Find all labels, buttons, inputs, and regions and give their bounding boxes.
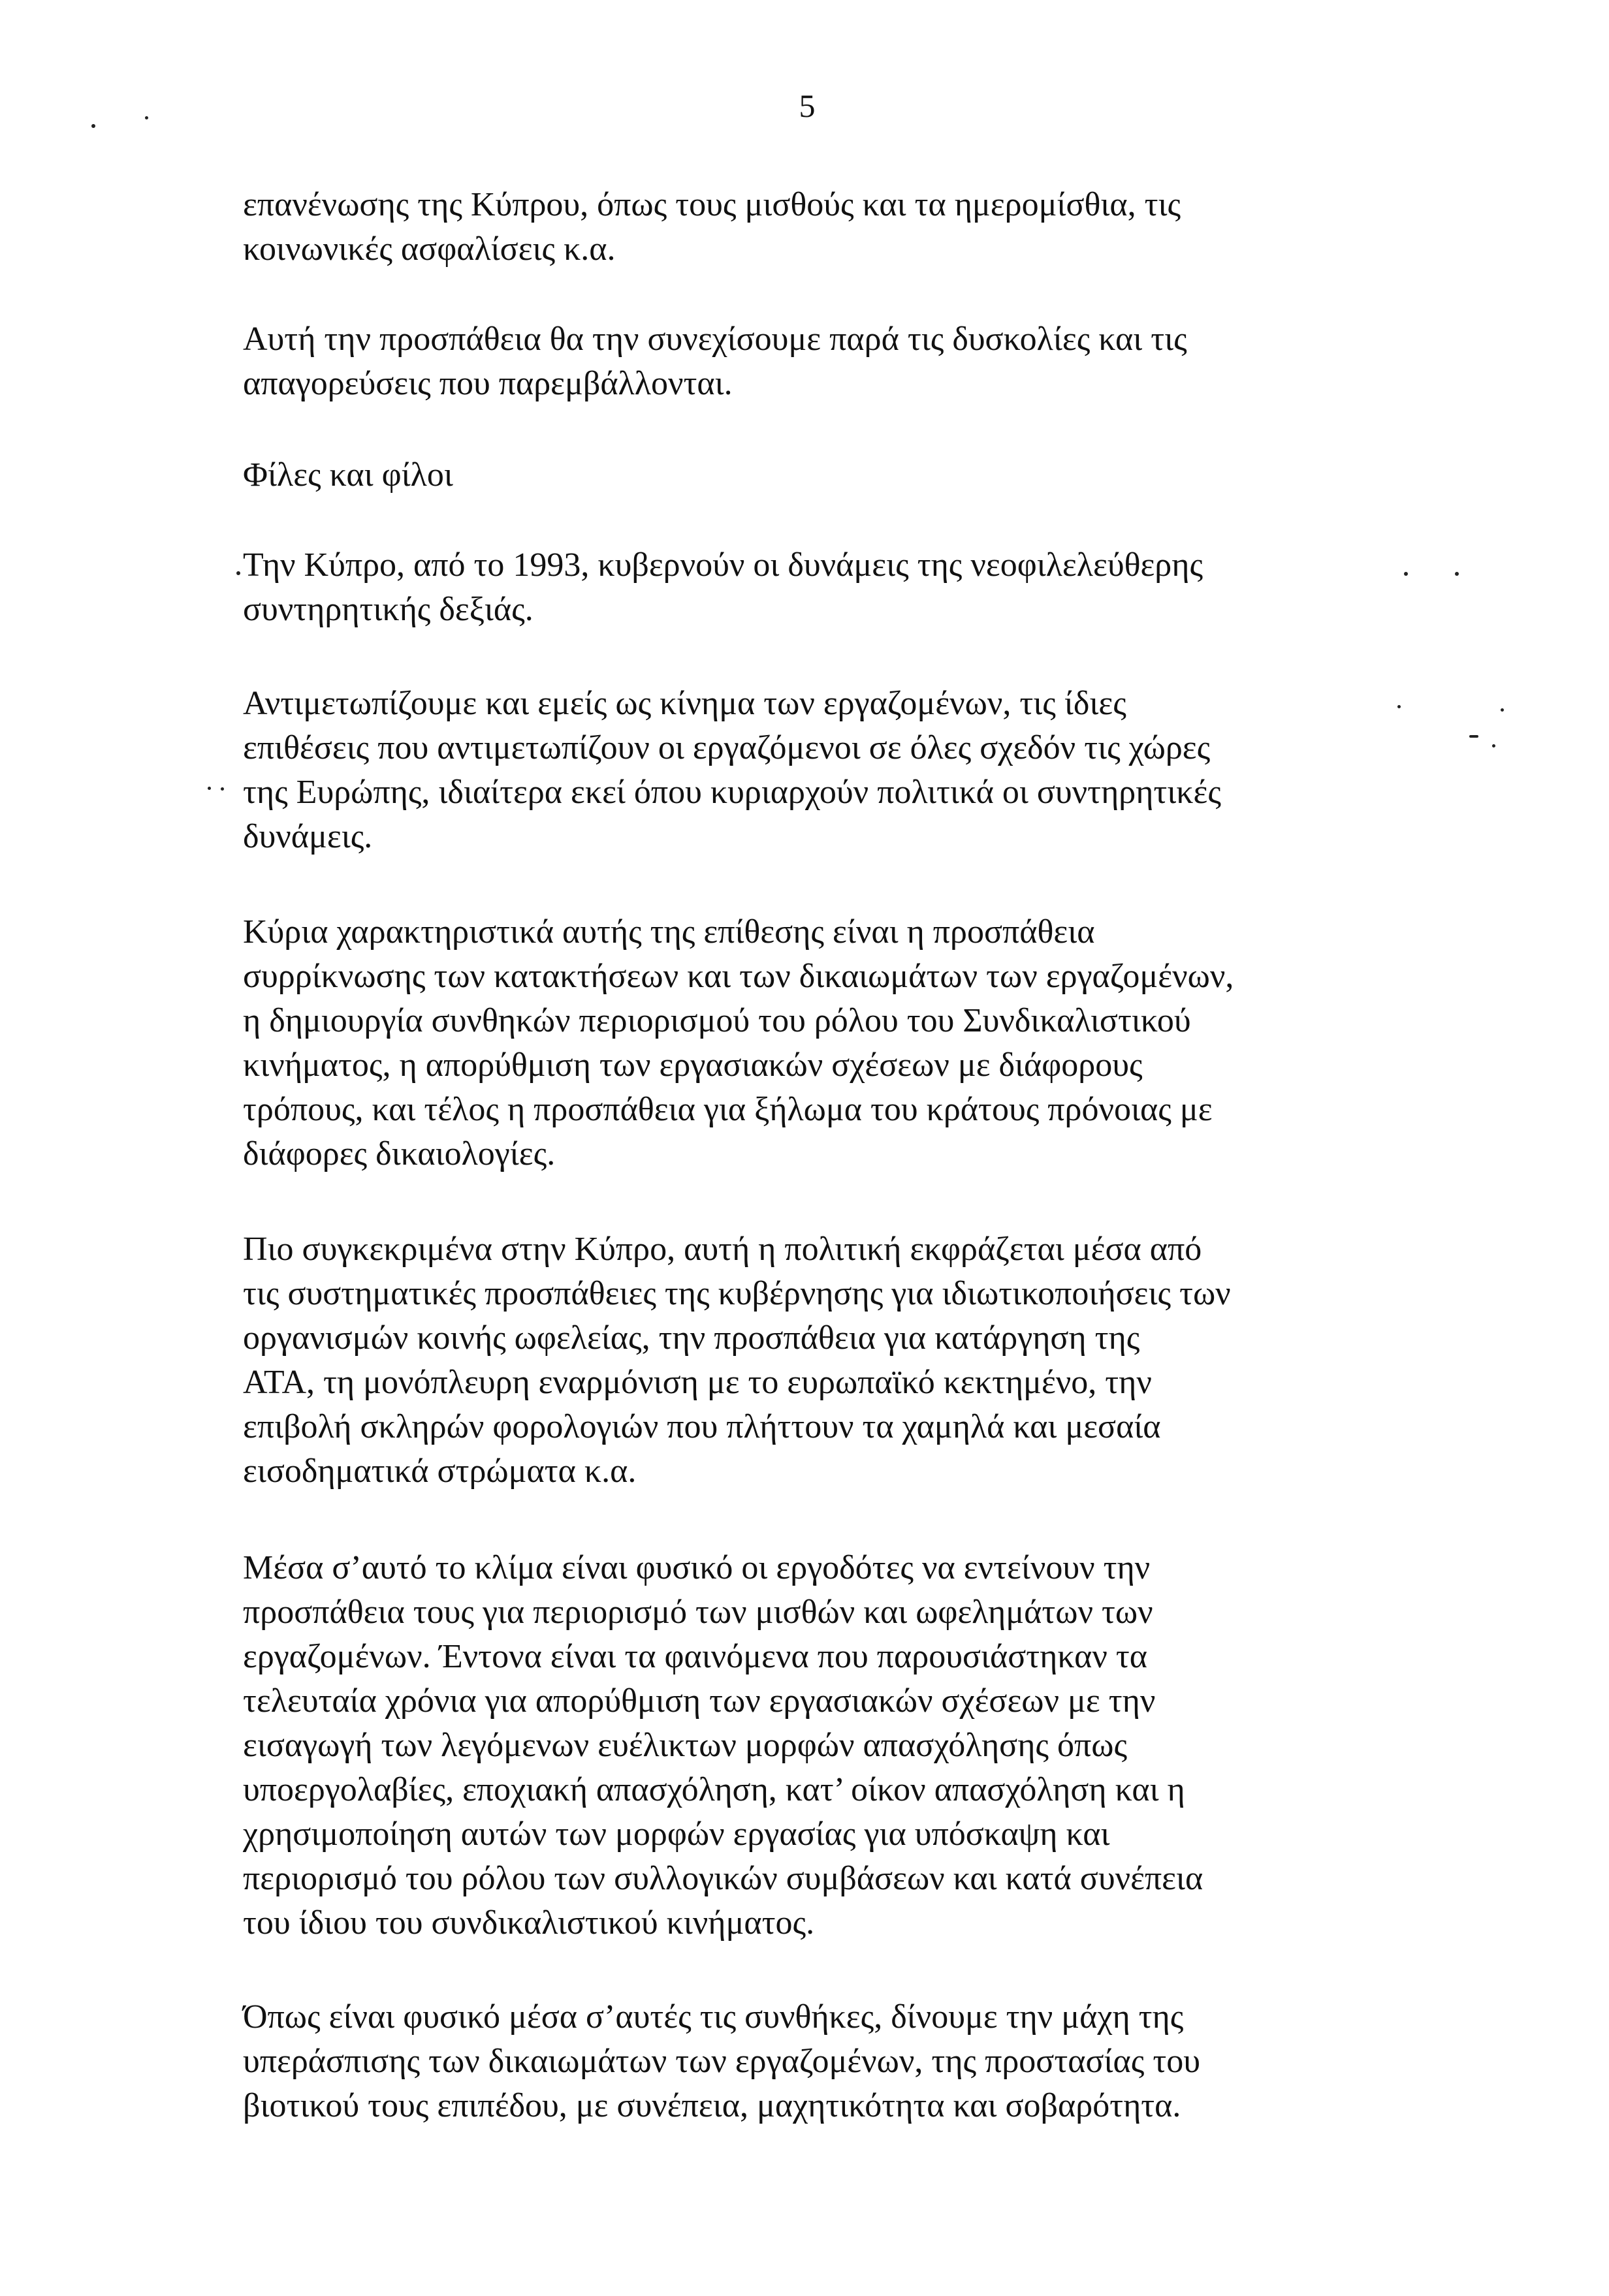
document-body (243, 183, 1353, 2175)
text-line: Αυτή την προσπάθεια θα την συνεχίσουμε παρά τις δυσκολίες και τις (243, 321, 1187, 358)
scan-speck (1501, 708, 1504, 712)
scan-speck (1397, 705, 1401, 708)
text-line: εισαγωγή των λεγόμενων ευέλικτων μορφών απασχόλησης όπως (243, 1727, 1128, 1764)
scan-speck (1404, 572, 1408, 576)
paragraph-8 (243, 1546, 1353, 1945)
page-number: 5 (799, 87, 816, 124)
text-line: ΑΤΑ, τη μονόπλευρη εναρμόνιση με το ευρωπαϊκό κεκτημένο, την (243, 1364, 1152, 1401)
paragraph-3-greeting (243, 453, 1353, 497)
paragraph-6 (243, 910, 1353, 1176)
paragraph-1 (243, 183, 1353, 272)
text-line: περιορισμό του ρόλου των συλλογικών συμβάσεων και κατά συνέπεια (243, 1860, 1203, 1897)
scan-speck (1492, 744, 1495, 747)
paragraph-7 (243, 1227, 1353, 1494)
scan-speck (236, 571, 240, 575)
text-line: επανένωσης της Κύπρου, όπως τους μισθούς και τα ημερομίσθια, τις (243, 186, 1181, 223)
text-line: διάφορες δικαιολογίες. (243, 1135, 556, 1172)
paragraph-4 (243, 543, 1353, 632)
text-line: χρησιμοποίηση αυτών των μορφών εργασίας για υπόσκαψη και (243, 1816, 1110, 1853)
text-line: του ίδιου του συνδικαλιστικού κινήματος. (243, 1904, 815, 1942)
text-line: Αντιμετωπίζουμε και εμείς ως κίνημα των εργαζομένων, τις ίδιες (243, 685, 1126, 722)
scan-speck (1469, 735, 1478, 738)
scan-speck (91, 124, 95, 128)
text-line: κινήματος, η απορύθμιση των εργασιακών σχέσεων με διάφορους (243, 1046, 1143, 1084)
text-line: εργαζομένων. Έντονα είναι τα φαινόμενα που παρουσιάστηκαν τα (243, 1638, 1147, 1675)
text-line: Πιο συγκεκριμένα στην Κύπρο, αυτή η πολιτική εκφράζεται μέσα από (243, 1231, 1202, 1268)
text-line: βιοτικού τους επιπέδου, με συνέπεια, μαχητικότητα και σοβαρότητα. (243, 2087, 1181, 2124)
scan-speck (1455, 572, 1459, 576)
text-line: επιβολή σκληρών φορολογιών που πλήττουν τα χαμηλά και μεσαία (243, 1408, 1161, 1445)
text-line: η δημιουργία συνθηκών περιορισμού του ρόλου του Συνδικαλιστικού (243, 1002, 1191, 1039)
text-line: τις συστηματικές προσπάθειες της κυβέρνησης για ιδιωτικοποιήσεις των (243, 1275, 1231, 1312)
text-line: δυνάμεις. (243, 818, 373, 855)
text-line: Κύρια χαρακτηριστικά αυτής της επίθεσης είναι η προσπάθεια (243, 913, 1095, 951)
text-line: τρόπους, και τέλος η προσπάθεια για ξήλωμα του κράτους πρόνοιας με (243, 1091, 1213, 1128)
text-line: απαγορεύσεις που παρεμβάλλονται. (243, 365, 733, 402)
scan-speck (221, 787, 224, 791)
text-line: της Ευρώπης, ιδιαίτερα εκεί όπου κυριαρχούν πολιτικά οι συντηρητικές (243, 774, 1221, 811)
text-line: Την Κύπρο, από το 1993, κυβερνούν οι δυνάμεις της νεοφιλελεύθερης (243, 546, 1203, 584)
paragraph-5 (243, 682, 1353, 859)
text-line: τελευταία χρόνια για απορύθμιση των εργασιακών σχέσεων με την (243, 1682, 1156, 1720)
text-line: οργανισμών κοινής ωφελείας, την προσπάθεια για κατάργηση της (243, 1319, 1140, 1357)
paragraph-2 (243, 317, 1353, 406)
paragraph-9 (243, 1995, 1353, 2128)
text-line: επιθέσεις που αντιμετωπίζουν οι εργαζόμενοι σε όλες σχεδόν τις χώρες (243, 729, 1211, 766)
text-line: εισοδηματικά στρώματα κ.α. (243, 1453, 637, 1490)
text-line: κοινωνικές ασφαλίσεις κ.α. (243, 230, 616, 268)
scan-speck (208, 787, 211, 790)
text-line: Φίλες και φίλοι (243, 456, 453, 494)
scan-speck (145, 116, 148, 119)
text-line: προσπάθεια τους για περιορισμό των μισθών και ωφελημάτων των (243, 1594, 1153, 1631)
text-line: συρρίκνωσης των κατακτήσεων και των δικαιωμάτων των εργαζομένων, (243, 958, 1234, 995)
text-line: Μέσα σ’αυτό το κλίμα είναι φυσικό οι εργοδότες να εντείνουν την (243, 1549, 1151, 1586)
text-line: Όπως είναι φυσικό μέσα σ’αυτές τις συνθήκες, δίνουμε την μάχη της (243, 1998, 1184, 2036)
text-line: συντηρητικής δεξιάς. (243, 591, 534, 628)
text-line: υποεργολαβίες, εποχιακή απασχόληση, κατ’ οίκον απασχόληση και η (243, 1771, 1185, 1808)
text-line: υπεράσπισης των δικαιωμάτων των εργαζομένων, της προστασίας του (243, 2043, 1200, 2080)
